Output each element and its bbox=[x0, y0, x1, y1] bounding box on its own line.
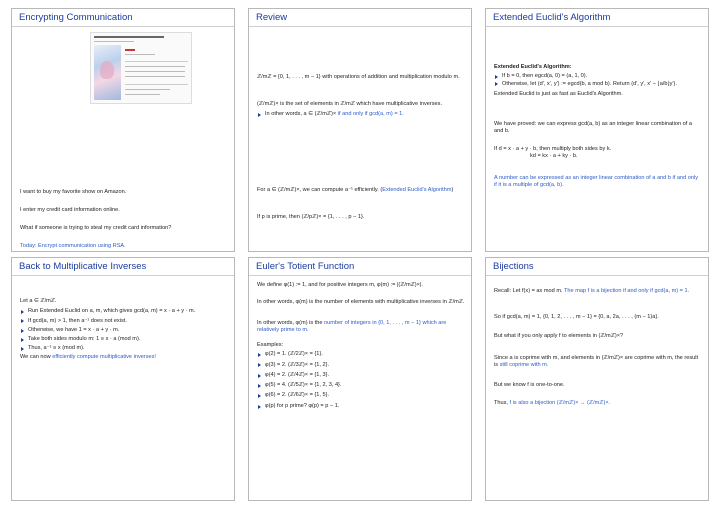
screenshot-line bbox=[125, 89, 170, 90]
bullet-item: Run Extended Euclid on a, m, which gives gcd(a, m) = x · a + y · m. bbox=[20, 308, 228, 315]
text-line: Recall: Let f(x) = ax mod m. The map f is a bijection if and only if gcd(a, m) = 1. bbox=[494, 288, 690, 294]
screenshot-line bbox=[125, 54, 155, 55]
screenshot-format-table bbox=[125, 61, 188, 85]
text-line: ℤ/mℤ = {0, 1, . . . , m − 1} with operations of addition and multiplication modulo m. bbox=[257, 74, 460, 80]
slide-title: Review bbox=[256, 12, 288, 23]
bullet-item: φ(3) = 2. (ℤ/3ℤ)× = {1, 2}. bbox=[257, 362, 465, 369]
slide-title: Euler's Totient Function bbox=[256, 261, 355, 272]
slide-euler-totient bbox=[248, 257, 472, 501]
text-line: Since a is coprime with m, and elements in (ℤ/mℤ)× are coprime with m, the result is still coprime with m. bbox=[494, 355, 699, 369]
slide-title: Back to Multiplicative Inverses bbox=[19, 261, 147, 272]
bullet-item: Otherwise, let (d′, x′, y′) := egcd(b, a mod b). Return (d′, y′, x′ − ⌊a/b⌋y′). bbox=[494, 81, 702, 88]
title-divider bbox=[249, 26, 471, 27]
slide-title: Extended Euclid's Algorithm bbox=[493, 12, 611, 23]
slide-extended-euclid bbox=[485, 8, 709, 252]
text-line: Let a ∈ ℤ/mℤ. bbox=[20, 298, 57, 304]
bullet-item: φ(5) = 4. (ℤ/5ℤ)× = {1, 2, 3, 4}. bbox=[257, 382, 465, 389]
text-line: I enter my credit card information online. bbox=[20, 207, 120, 213]
bullet-item: In other words, a ∈ (ℤ/mℤ)× if and only if gcd(a, m) = 1. bbox=[257, 111, 465, 118]
screenshot-line bbox=[94, 41, 134, 42]
text-line: But we know f is one-to-one. bbox=[494, 382, 565, 388]
anime-cover-image bbox=[94, 45, 121, 100]
conclusion-note: A number can be expressed as an integer linear combination of a and b if and only if it is a multiple of gcd(a, b). bbox=[494, 175, 698, 189]
bullet-item: φ(2) = 1. (ℤ/2ℤ)× = {1}. bbox=[257, 351, 465, 358]
bullet-item: φ(6) = 2. (ℤ/6ℤ)× = {1, 5}. bbox=[257, 392, 465, 399]
text-line: What if someone is trying to steal my credit card information? bbox=[20, 225, 172, 231]
text-line: kd = kx · a + ky · b. bbox=[530, 153, 578, 160]
text-line: Extended Euclid is just as fast as Euclid's Algorithm. bbox=[494, 90, 623, 97]
text-line: For a ∈ (ℤ/mℤ)×, we can compute a⁻¹ efficiently. (Extended Euclid's Algorithm) bbox=[257, 187, 454, 193]
text-line: If d = x · a + y · b, then multiply both sides by k. bbox=[494, 146, 612, 152]
bullet-item: Otherwise, we have 1 = x · a + y · m. bbox=[20, 327, 228, 334]
text-line: (ℤ/mℤ)× is the set of elements in ℤ/mℤ which have multiplicative inverses. bbox=[257, 101, 443, 107]
text-line: So if gcd(a, m) = 1, {0, 1, 2, . . . , m − 1} = {0, a, 2a, . . . , (m − 1)a}. bbox=[494, 314, 659, 320]
title-divider bbox=[12, 275, 234, 276]
amazon-screenshot bbox=[90, 32, 192, 104]
text-line: We have proved: we can express gcd(a, b) as an integer linear combination of a and b. bbox=[494, 121, 692, 135]
slide-multiplicative-inverses bbox=[11, 257, 235, 501]
title-divider bbox=[249, 275, 471, 276]
slide-review bbox=[248, 8, 472, 252]
title-divider bbox=[486, 275, 708, 276]
bullet-item: φ(4) = 2. (ℤ/4ℤ)× = {1, 3}. bbox=[257, 372, 465, 379]
bullet-item: Thus, a⁻¹ ≡ x (mod m). bbox=[20, 345, 228, 352]
screenshot-line bbox=[125, 71, 185, 72]
screenshot-product-title bbox=[94, 36, 164, 38]
text-line: Thus, f is also a bijection (ℤ/mℤ)× → (ℤ/mℤ)×. bbox=[494, 400, 611, 406]
algorithm-heading: Extended Euclid's Algorithm: bbox=[494, 64, 572, 70]
text-line: In other words, φ(m) is the number of integers in {0, 1, . . . , m − 1} which are relatively prime to m. bbox=[257, 320, 447, 334]
bullet-item: Take both sides modulo m: 1 ≡ x · a (mod m). bbox=[20, 336, 228, 343]
screenshot-price bbox=[125, 49, 135, 51]
slide-encrypting-communication bbox=[11, 8, 235, 252]
screenshot-line bbox=[125, 94, 160, 95]
slide-bijections bbox=[485, 257, 709, 501]
bullet-item: φ(p) for p prime? φ(p) = p − 1. bbox=[257, 403, 465, 410]
screenshot-line bbox=[125, 76, 185, 77]
title-divider bbox=[486, 26, 708, 27]
bullet-item: If b = 0, then egcd(a, 0) = (a, 1, 0). bbox=[494, 73, 702, 80]
text-line: I want to buy my favorite show on Amazon. bbox=[20, 189, 127, 195]
text-line: We define φ(1) := 1, and for positive integers m, φ(m) := |(ℤ/mℤ)×|. bbox=[257, 282, 423, 288]
slide-title: Encrypting Communication bbox=[19, 12, 133, 23]
text-line: Examples: bbox=[257, 342, 284, 348]
bullet-item: If gcd(a, m) > 1, then a⁻¹ does not exist. bbox=[20, 318, 228, 325]
text-line: If p is prime, then (ℤ/pℤ)× = {1, . . . , p − 1}. bbox=[257, 214, 365, 220]
today-note: Today: Encrypt communication using RSA. bbox=[20, 243, 126, 249]
slide-title: Bijections bbox=[493, 261, 534, 272]
text-line: But what if you only apply f to elements in (ℤ/mℤ)×? bbox=[494, 333, 624, 339]
text-line: We can now efficiently compute multiplicative inverses! bbox=[20, 353, 156, 360]
title-divider bbox=[12, 26, 234, 27]
text-line: In other words, φ(m) is the number of elements with multiplicative inverses in ℤ/mℤ. bbox=[257, 299, 465, 305]
screenshot-line bbox=[125, 66, 185, 67]
